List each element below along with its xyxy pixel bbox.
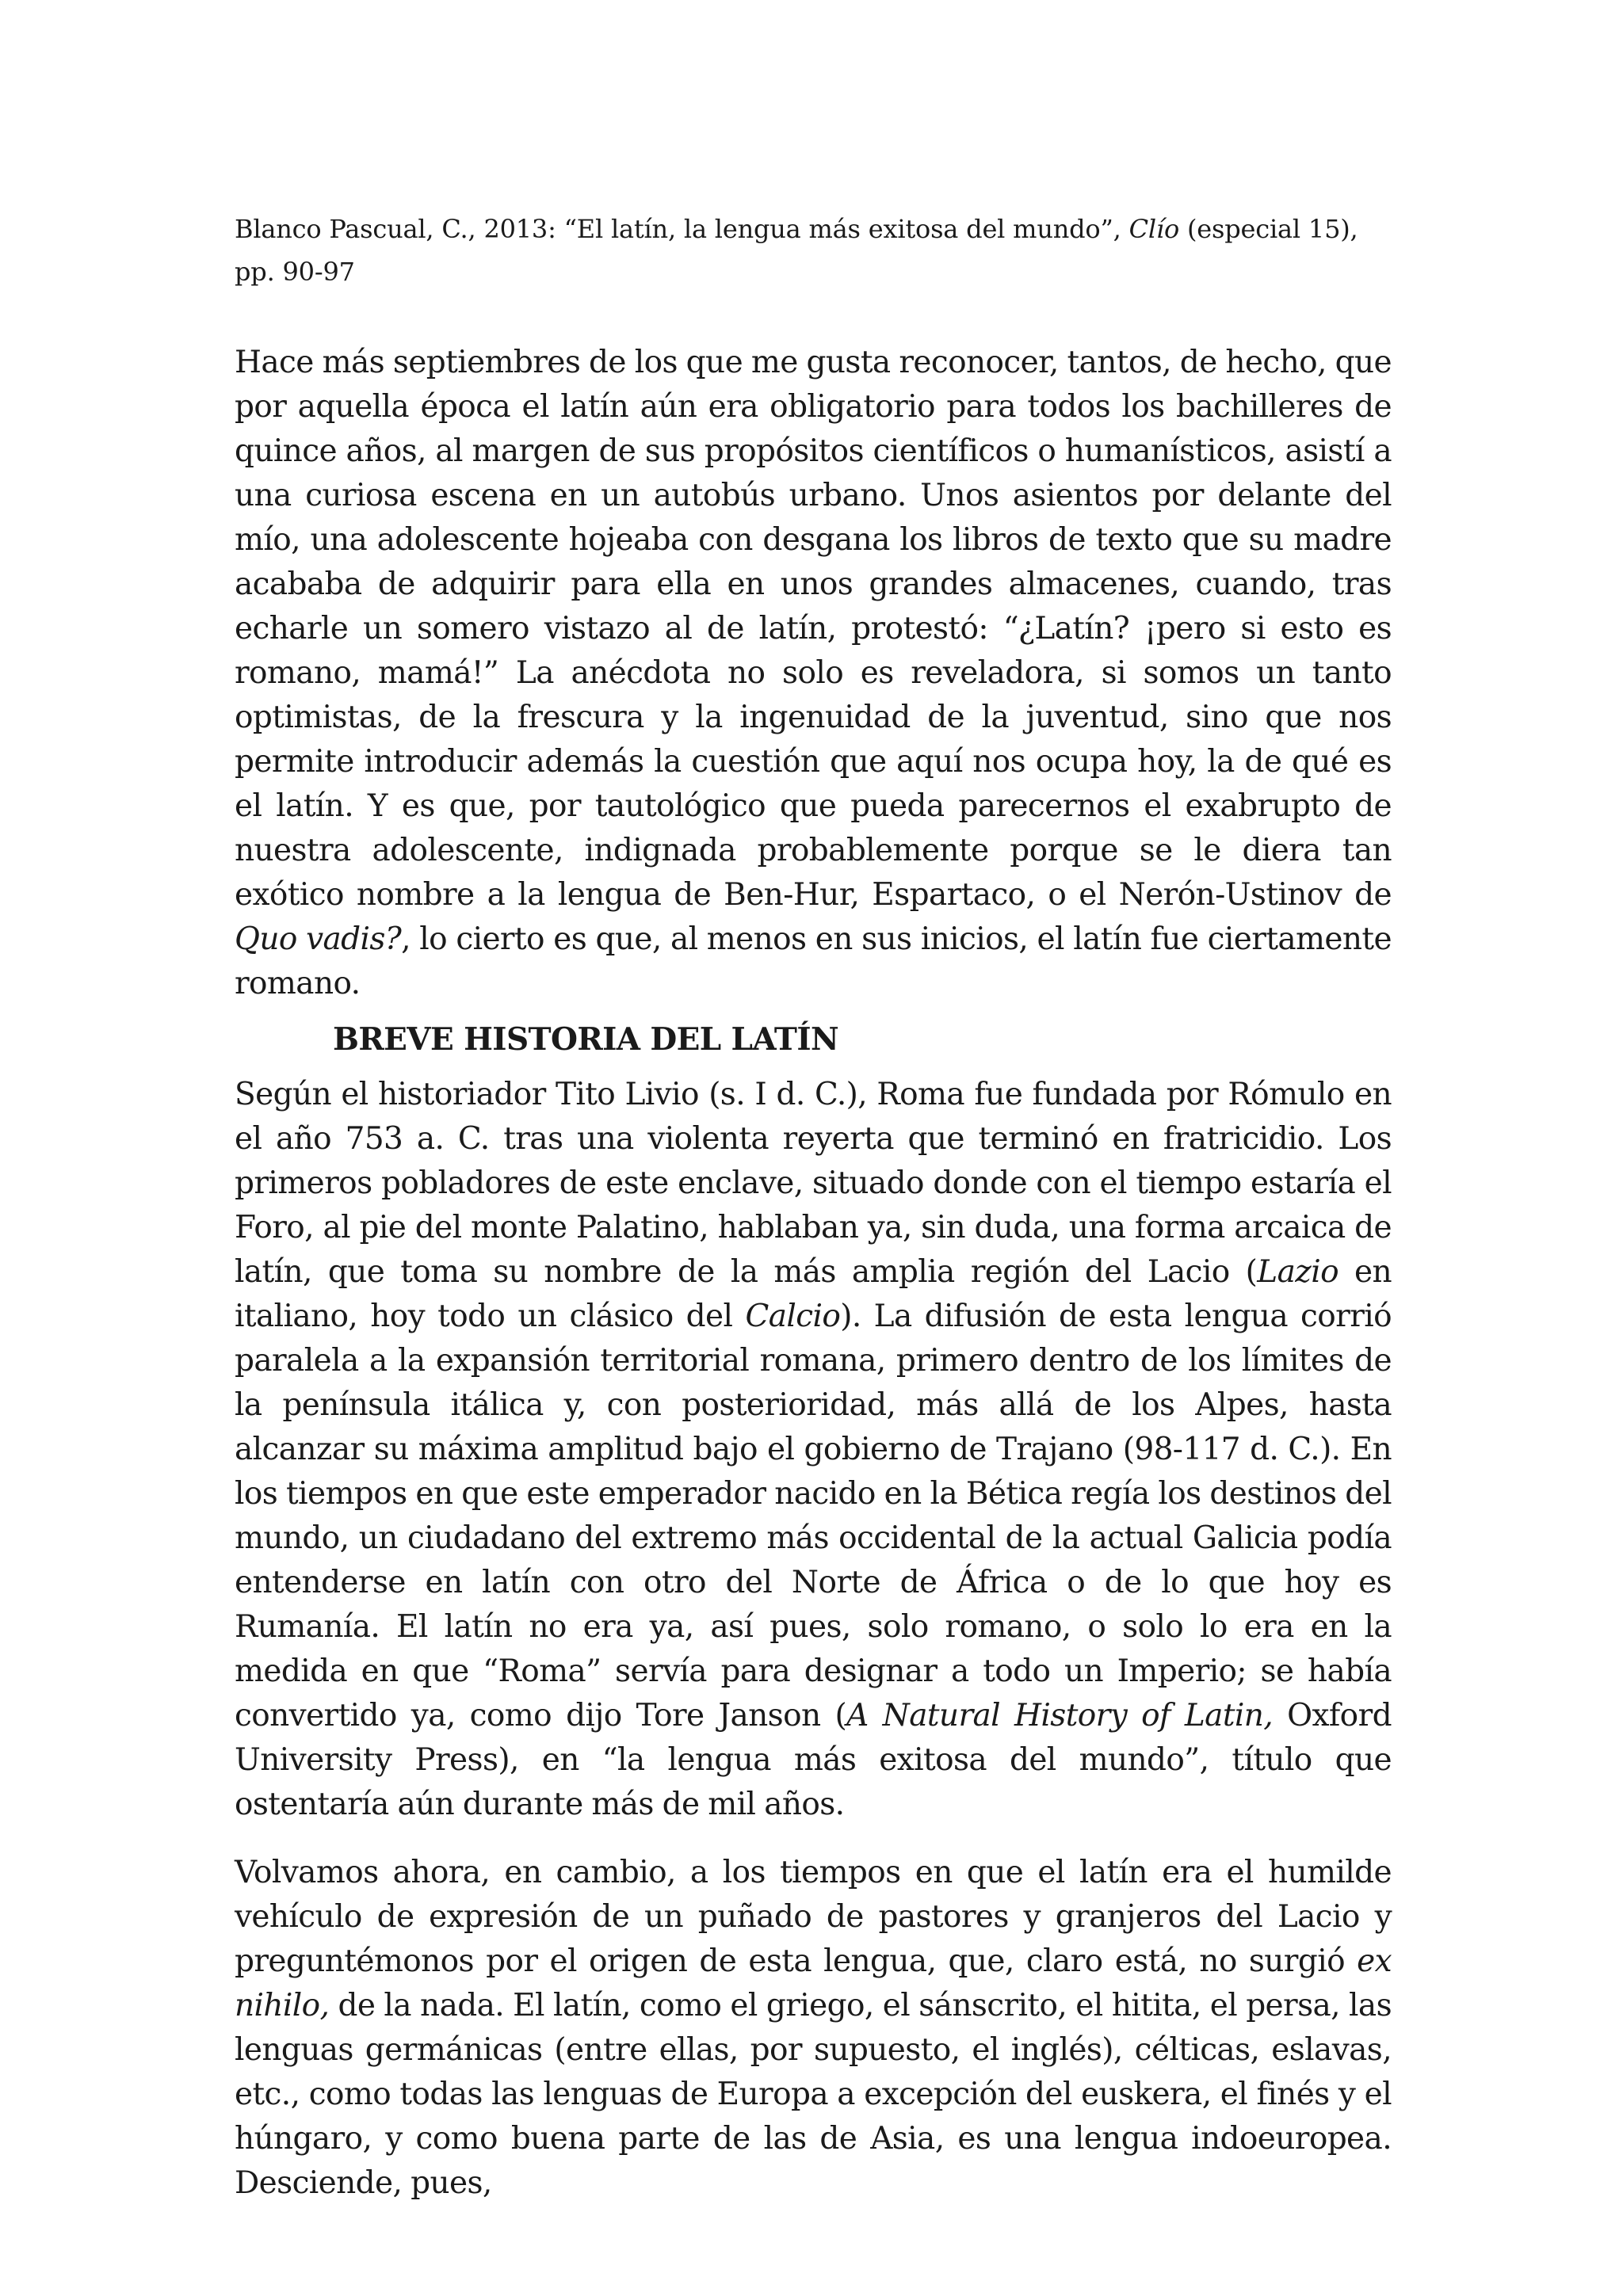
section-heading: BREVE HISTORIA DEL LATÍN <box>333 1021 839 1058</box>
history-italic-lazio: Lazio <box>1257 1254 1338 1290</box>
page-content <box>235 208 1392 2206</box>
citation-pages: (especial 15), pp. 90-97 <box>235 214 1358 287</box>
history-italic-book-title: A Natural History of Latin, <box>846 1698 1274 1733</box>
intro-text-1: Hace más septiembres de los que me gusta reconocer, tantos, de hecho, que por aquella época el latín aún era obligatorio para todos los bachilleres de quince años, al margen de sus propósitos científicos o humanísticos, asistí a una curiosa escena en un autobús urbano. Unos asientos por delante del mío, una adolescente hojeaba con desgana los libros de texto que su madre acababa de adquirir para ella en unos grandes almacenes, cuando, tras echarle un somero vistazo al de latín, protestó: “¿Latín? ¡pero si esto es romano, mamá!” La anécdota no solo es reveladora, si somos un tanto optimistas, de la frescura y la ingenuidad de la juventud, sino que nos permite introducir además la cuestión que aquí nos ocupa hoy, la de qué es el latín. Y es que, por tautológico que pueda parecernos el exabrupto de nuestra adolescente, indignada probablemente porque se le diera tan exótico nombre a la lengua de Ben-Hur, Espartaco, o el Nerón-Ustinov de <box>235 345 1392 913</box>
history-italic-calcio: Calcio <box>745 1299 841 1334</box>
origin-text-1: Volvamos ahora, en cambio, a los tiempos en que el latín era el humilde vehículo de expresión de un puñado de pastores y granjeros del Lacio y preguntémonos por el origen de esta lengua, que, claro está, no surgió <box>235 1855 1392 1979</box>
intro-text-2: , lo cierto es que, al menos en sus inicios, el latín fue ciertamente romano. <box>235 921 1392 1001</box>
citation <box>235 208 1392 293</box>
origin-italic-ex-nihilo: ex nihilo, <box>235 1943 1392 2023</box>
origin-text-2: de la nada. El latín, como el griego, el sánscrito, el hitita, el persa, las lenguas germánicas (entre ellas, por supuesto, el inglés), célticas, eslavas, etc., como todas las lenguas de Europa a excepción del euskera, el finés y el húngaro, y como buena parte de las de Asia, es una lengua indoeuropea. Desciende, pues, <box>235 1988 1392 2201</box>
history-text-3: ). La difusión de esta lengua corrió paralela a la expansión territorial romana, primero dentro de los límites de la península itálica y, con posterioridad, más allá de los Alpes, hasta alcanzar su máxima amplitud bajo el gobierno de Trajano (98-117 d. C.). En los tiempos en que este emperador nacido en la Bética regía los destinos del mundo, un ciudadano del extremo más occidental de la actual Galicia podía entenderse en latín con otro del Norte de África o de lo que hoy es Rumanía. El latín no era ya, así pues, solo romano, o solo lo era en la medida en que “Roma” servía para designar a todo un Imperio; se había convertido ya, como dijo Tore Janson ( <box>235 1299 1392 1733</box>
intro-italic-quo-vadis: Quo vadis? <box>235 921 402 957</box>
citation-journal: Clío <box>1128 214 1180 244</box>
citation-text: Blanco Pascual, C., 2013: “El latín, la lengua más exitosa del mundo”, <box>235 214 1129 244</box>
history-text-4: Oxford University Press), en “la lengua más exitosa del mundo”, título que ostentaría aún durante más de mil años. <box>235 1698 1392 1822</box>
history-text-1: Según el historiador Tito Livio (s. I d. C.), Roma fue fundada por Rómulo en el año 753 a. C. tras una violenta reyerta que terminó en fratricidio. Los primeros pobladores de este enclave, situado donde con el tiempo estaría el Foro, al pie del monte Palatino, hablaban ya, sin duda, una forma arcaica de latín, que toma su nombre de la más amplia región del Lacio ( <box>235 1077 1392 1290</box>
intro-paragraph <box>235 341 1392 1006</box>
origin-paragraph <box>235 1851 1392 2206</box>
history-text-2: en italiano, hoy todo un clásico del <box>235 1254 1392 1334</box>
history-paragraph <box>235 1073 1392 1827</box>
